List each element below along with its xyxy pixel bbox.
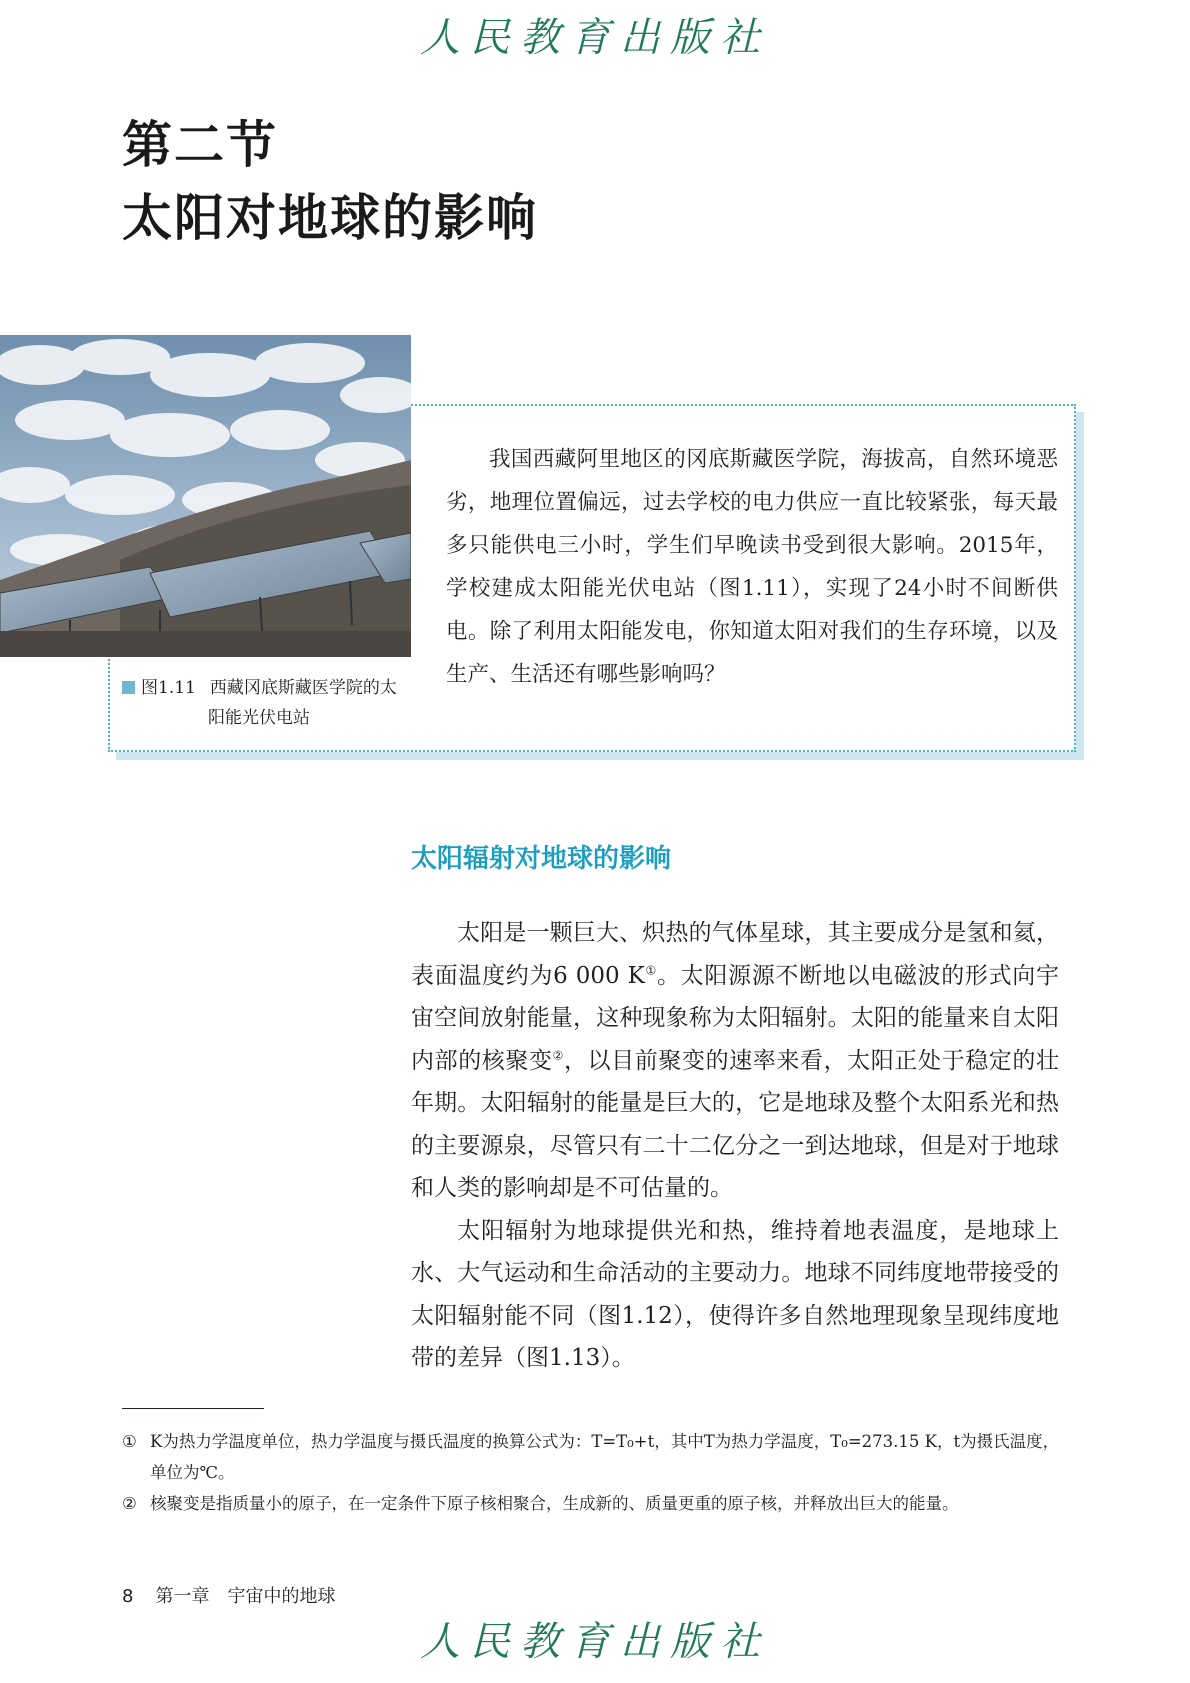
p1-text-a: 太阳是一颗巨大、炽热的气体星球，其主要成分是氢和氦，表面温度约为6 000 K: [411, 920, 1059, 989]
section-number: 第二节: [122, 115, 278, 174]
caption-line-1: 西藏冈底斯藏医学院的太: [209, 678, 397, 698]
caption-square-icon: [122, 681, 135, 694]
caption-line-2: 阳能光伏电站: [208, 708, 310, 728]
section-title: 太阳对地球的影响: [122, 188, 538, 247]
footnote-2-mark: ②: [122, 1494, 137, 1513]
footnote-1-mark: ①: [122, 1432, 137, 1451]
footnotes: [122, 1426, 1060, 1519]
body-paragraph-2: 太阳辐射为地球提供光和热，维持着地表温度，是地球上水、大气运动和生命活动的主要动力。地球不同纬度地带接受的太阳辐射能不同（图1.12），使得许多自然地理现象呈现纬度地带的差异（图1.13）。: [411, 1217, 1059, 1371]
publisher-logo-header: 人民教育出版社: [420, 15, 770, 61]
footnote-ref-2: ②: [552, 1047, 564, 1062]
publisher-logo-footer: 人民教育出版社: [420, 1619, 770, 1665]
footnote-ref-1: ①: [644, 962, 657, 977]
body-paragraph-1: [411, 912, 1059, 1210]
footnote-1: [122, 1426, 1060, 1488]
p1-text-b: 。太阳源源不断地以电磁波的形式向宇宙空间放射能量，这种现象称为太阳辐射。太阳的能量来自太阳内部的核聚变: [411, 962, 1059, 1074]
figure-number: 图1.11: [141, 678, 196, 698]
solar-station-photo: [0, 335, 411, 657]
intro-paragraph: 我国西藏阿里地区的冈底斯藏医学院，海拔高，自然环境恶劣，地理位置偏远，过去学校的电力供应一直比较紧张，每天最多只能供电三小时，学生们早晚读书受到很大影响。2015年，学校建成太阳能光伏电站（图1.11），实现了24小时不间断供电。除了利用太阳能发电，你知道太阳对我们的生存环境，以及生产、生活还有哪些影响吗？: [446, 447, 1058, 687]
footnote-2: [122, 1488, 1060, 1519]
footnote-2-text: 核聚变是指质量小的原子，在一定条件下原子核相聚合，生成新的、质量更重的原子核，并释放出巨大的能量。: [150, 1494, 959, 1513]
intro-text: [446, 438, 1058, 696]
footnote-1-text: K为热力学温度单位，热力学温度与摄氏温度的换算公式为：T=T₀+t，其中T为热力学温度，T₀=273.15 K，t为摄氏温度，单位为℃。: [150, 1432, 1060, 1482]
page-number: 8: [122, 1586, 134, 1607]
chapter-title: 第一章 宇宙中的地球: [155, 1586, 336, 1607]
subsection-title: 太阳辐射对地球的影响: [411, 844, 672, 874]
p1-text-c: ，以目前聚变的速率来看，太阳正处于稳定的壮年期。太阳辐射的能量是巨大的，它是地球及整个太阳系光和热的主要源泉，尽管只有二十二亿分之一到达地球，但是对于地球和人类的影响却是不可估量的。: [411, 1047, 1059, 1201]
footnote-divider: [122, 1408, 264, 1409]
figure-caption: [122, 673, 422, 733]
page-footer: [122, 1582, 335, 1608]
body-text: [411, 912, 1059, 1380]
